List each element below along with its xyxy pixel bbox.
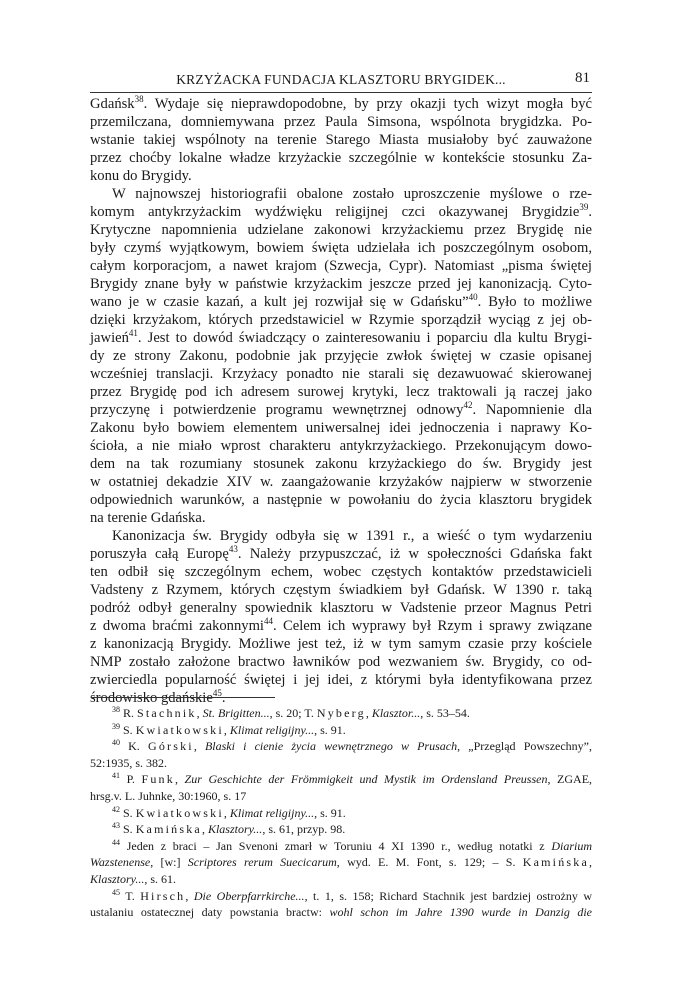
- text-run: zwierciedla popularność świętej i jej idei, z którymi była identyfikowana przez: [90, 672, 592, 688]
- author-name: Kamińska: [135, 822, 202, 837]
- text-line: [90, 347, 592, 365]
- text-line: [90, 95, 592, 113]
- text-run: , wyd. E. M. Font, s. 129; – S.: [336, 855, 523, 870]
- text-run: . Napomnienie dla: [472, 402, 592, 418]
- page-number: 81: [575, 70, 590, 86]
- text-run: ,: [196, 706, 203, 720]
- text-run: ,: [223, 805, 230, 820]
- text-run: przez Brygidę pod ich adresem surowej krytyki, lecz traktowali ją raczej jako: [90, 384, 592, 400]
- italic-title: Klasztory...: [207, 822, 263, 837]
- running-title: KRZYŻACKA FUNDACJA KLASZTORU BRYGIDEK...: [176, 72, 506, 87]
- italic-title: Die Oberpfarrkirche...: [193, 888, 305, 903]
- text-run: Gdańsk: [90, 96, 135, 112]
- text-line: [90, 509, 592, 527]
- text-run: , s. 20; T.: [269, 706, 317, 720]
- text-line: [90, 473, 592, 491]
- footnote-ref: 44: [263, 616, 273, 626]
- footnote-ref: 45: [112, 887, 120, 897]
- text-run: ,: [185, 888, 194, 903]
- text-line: [90, 257, 592, 275]
- text-run: dem na tak rozumiany stosunek zakonu krzyżackiego do św. Brygidy jest: [90, 456, 592, 472]
- text-run: . Było to możliwe: [477, 294, 592, 310]
- text-run: konu do Brygidy.: [90, 168, 192, 184]
- footnote-ref: 43: [112, 821, 120, 831]
- footnote-line: [90, 705, 592, 722]
- author-name: Kwiatkowski: [135, 805, 224, 820]
- text-run: jawień: [90, 330, 129, 346]
- footnote-ref: 41: [128, 328, 138, 338]
- text-run: poruszyła całą Europę: [90, 546, 229, 562]
- text-run: S.: [120, 822, 136, 837]
- footnote-ref: 42: [463, 400, 473, 410]
- text-run: środowisko gdańskie: [90, 690, 213, 706]
- text-run: NMP zostało założone bractwo ławników pod wezwaniem św. Brygidy, co od-: [90, 654, 592, 670]
- text-run: , „Przegląd Powszechny”,: [457, 739, 593, 754]
- footnote-separator: [91, 697, 275, 698]
- text-run: 52:1935, s. 382.: [90, 755, 168, 770]
- text-run: wcześniej translacji. Krzyżacy ponadto nie starali się dezawuować skierowanej: [90, 366, 592, 382]
- text-line: [90, 401, 592, 419]
- text-run: , s. 61.: [144, 871, 177, 886]
- text-run: . Celem ich wyprawy był Rzym i sprawy związane: [272, 618, 592, 634]
- body-text: [90, 95, 592, 707]
- footnote-line: [90, 738, 592, 755]
- text-line: [90, 275, 592, 293]
- author-name: Stachnik: [137, 706, 197, 720]
- text-run: . Wydaje się nieprawdopodobne, by przy okazji tych wizyt mogła być: [143, 96, 592, 112]
- text-line: [90, 653, 592, 671]
- footnote-line: [90, 854, 592, 871]
- italic-title: Diarium: [551, 838, 592, 853]
- text-run: wstanie takiej wspólnoty na terenie Starego Miasta musiałoby być zauważone: [90, 132, 592, 148]
- italic-title: Klimat religijny...: [229, 722, 315, 737]
- footnote-ref: 43: [228, 544, 238, 554]
- author-name: Górski: [147, 739, 194, 754]
- text-run: ,: [365, 706, 372, 720]
- text-run: przez choćby lokalne władze krzyżackie szczególnie w kontekście stosunku Za-: [90, 150, 592, 166]
- text-run: wano je w czasie kazań, a kult jej rozwijał się w Gdańsku”: [90, 294, 469, 310]
- text-line: [90, 491, 592, 509]
- text-line: [90, 635, 592, 653]
- text-run: , s. 91.: [314, 805, 346, 820]
- text-run: , ZGAE,: [547, 772, 593, 787]
- text-run: .: [221, 690, 226, 706]
- footnotes: [90, 705, 592, 921]
- footnote-line: [90, 722, 592, 739]
- footnote-ref: 38: [134, 94, 144, 104]
- text-run: całym korporacjom, a nawet krajom (Szwecja, Cypr). Natomiast „pisma świętej: [90, 258, 592, 274]
- italic-title: Klasztor...: [371, 706, 421, 720]
- footnote-line: [90, 755, 592, 772]
- text-run: ustalaniu ostatecznej daty powstania bractw:: [90, 905, 330, 920]
- text-line: [90, 437, 592, 455]
- italic-title: Klasztory...: [90, 871, 145, 886]
- footnote-ref: 39: [112, 721, 120, 731]
- text-run: . Należy przypuszczać, iż w społeczności Gdańska fakt: [237, 546, 593, 562]
- author-name: Kwiatkowski: [135, 722, 224, 737]
- text-run: ,: [223, 722, 230, 737]
- text-line: [90, 419, 592, 437]
- text-line: [90, 203, 592, 221]
- text-run: Krytyczne napomnienia udzielane zakonowi krzyżackiemu przez Brygidę nie: [90, 222, 592, 238]
- footnote-ref: 40: [112, 738, 120, 748]
- text-run: , s. 61, przyp. 98.: [262, 822, 346, 837]
- footnote-line: [90, 871, 592, 888]
- text-line: [90, 293, 592, 311]
- text-run: W najnowszej historiografii obalone zostało uproszczenie myślowe o rze-: [112, 186, 592, 202]
- text-line: [90, 167, 592, 185]
- text-run: przyczynę i potwierdzenie programu wewnętrznej odnowy: [90, 402, 464, 418]
- text-run: , t. 1, s. 158; Richard Stachnik jest bardziej ostrożny w: [304, 888, 592, 903]
- italic-title: wohl schon im Jahre 1390 wurde in Danzig die: [329, 905, 592, 920]
- text-line: [90, 563, 592, 581]
- text-line: [90, 599, 592, 617]
- text-line: [90, 545, 592, 563]
- footnote-line: [90, 888, 592, 905]
- italic-title: Klimat religijny...: [229, 805, 315, 820]
- text-line: [90, 221, 592, 239]
- text-line: [90, 383, 592, 401]
- footnote-line: [90, 904, 592, 921]
- text-run: w ostatniej dekadzie XIV w. zaangażowanie krzyżaków najpierw w stworzenie: [90, 474, 592, 490]
- footnote-line: [90, 771, 592, 788]
- text-run: ścioła, a nie miało wprost charakteru antykrzyżackiego. Przekonującym dowo-: [90, 438, 592, 454]
- text-run: Brygidy znane były w państwie krzyżackim jeszcze przed jej kanonizacją. Cyto-: [90, 276, 592, 292]
- text-run: Vadsteny z Rzymem, których częstym świadkiem był Gdańsk. W 1390 r. taką: [90, 582, 592, 598]
- footnote-ref: 44: [112, 837, 120, 847]
- text-run: . Jest to dowód świadczący o zainteresowaniu i poparciu dla kultu Brygi-: [137, 330, 592, 346]
- text-run: z dwoma braćmi zakonnymi: [90, 618, 264, 634]
- text-run: Kanonizacja św. Brygidy odbyła się w 1391 r., a wieść o tym wydarzeniu: [112, 528, 592, 544]
- author-name: Funk: [141, 772, 175, 787]
- footnote-ref: 45: [212, 688, 222, 698]
- italic-title: Zur Geschichte der Frömmigkeit und Mystik im Ordensland Preussen: [184, 772, 548, 787]
- text-line: [90, 149, 592, 167]
- author-name: Kamińska: [522, 855, 589, 870]
- text-run: Zakonu było bowiem elementem uniwersalnej idei jednoczenia i naprawy Ko-: [90, 420, 592, 436]
- footnote-ref: 39: [579, 202, 589, 212]
- text-run: na terenie Gdańska.: [90, 510, 206, 526]
- italic-title: St. Brigitten...: [202, 706, 270, 720]
- text-run: hrsg.v. L. Juhnke, 30:1960, s. 17: [90, 788, 247, 803]
- text-line: [90, 239, 592, 257]
- text-line: [90, 329, 592, 347]
- text-run: były czymś wyjątkowym, bowiem święta udzielała ich poszczególnym osobom,: [90, 240, 592, 256]
- text-line: [90, 311, 592, 329]
- text-run: dy ze strony Zakonu, podobnie jak przyjęcie zwłok świętej w czasie opisanej: [90, 348, 592, 364]
- text-run: dzięki krzyżakom, których przedstawiciel w Rzymie sporządził wyciąg z jej ob-: [90, 312, 592, 328]
- footnote-line: [90, 788, 592, 805]
- footnote-ref: 41: [112, 771, 120, 781]
- text-run: ten odbił się szczególnym echem, wobec częstych kontaktów przedstawicieli: [90, 564, 592, 580]
- text-run: ,: [201, 822, 208, 837]
- text-run: ,: [589, 855, 592, 870]
- text-run: Jeden z braci – Jan Svenoni zmarł w Toruniu 4 XI 1390 r., według notatki z: [120, 838, 552, 853]
- footnote-ref: 38: [112, 705, 120, 714]
- text-line: [90, 131, 592, 149]
- text-run: S.: [120, 722, 136, 737]
- text-line: [90, 617, 592, 635]
- footnote-ref: 40: [468, 292, 478, 302]
- footnote-line: [90, 821, 592, 838]
- italic-title: Wazstenense: [90, 855, 151, 870]
- text-run: , [w:]: [150, 855, 188, 870]
- text-run: z kanonizacją Brygidy. Możliwe jest też, iż w tym samym czasie przy kościele: [90, 636, 592, 652]
- text-line: [90, 365, 592, 383]
- text-run: odpowiednich warunków, a następnie w powołaniu do życia klasztoru brygidek: [90, 492, 592, 508]
- text-run: S.: [120, 805, 136, 820]
- text-run: , s. 53–54.: [420, 706, 470, 720]
- footnote-line: [90, 838, 592, 855]
- italic-title: Scriptores rerum Suecicarum: [187, 855, 337, 870]
- text-run: podróż odbył generalny spowiednik klasztoru w Vadstenie przeor Magnus Petri: [90, 600, 592, 616]
- text-line: [90, 455, 592, 473]
- text-line: [90, 113, 592, 131]
- text-run: K.: [120, 739, 148, 754]
- text-line: [90, 671, 592, 689]
- page-header: [90, 70, 592, 93]
- text-run: ,: [174, 772, 185, 787]
- text-line: [90, 581, 592, 599]
- text-run: P.: [120, 772, 142, 787]
- italic-title: Blaski i cienie życia wewnętrznego w Prusach: [204, 739, 458, 754]
- text-run: ,: [193, 739, 205, 754]
- text-run: komym antykrzyżackim wydźwięku religijnej czci okazywanej Brygidzie: [90, 204, 580, 220]
- text-run: .: [588, 204, 592, 220]
- text-run: T.: [120, 888, 141, 903]
- author-name: Nyberg: [316, 706, 366, 720]
- footnote-line: [90, 805, 592, 822]
- author-name: Hirsch: [140, 888, 186, 903]
- text-run: , s. 91.: [314, 722, 346, 737]
- text-line: [90, 527, 592, 545]
- text-line: [90, 185, 592, 203]
- text-run: R.: [120, 706, 138, 720]
- footnote-ref: 42: [112, 804, 120, 814]
- text-run: przemilczana, domniemywana przez Paula Simsona, wspólnota brygidzka. Po-: [90, 114, 592, 130]
